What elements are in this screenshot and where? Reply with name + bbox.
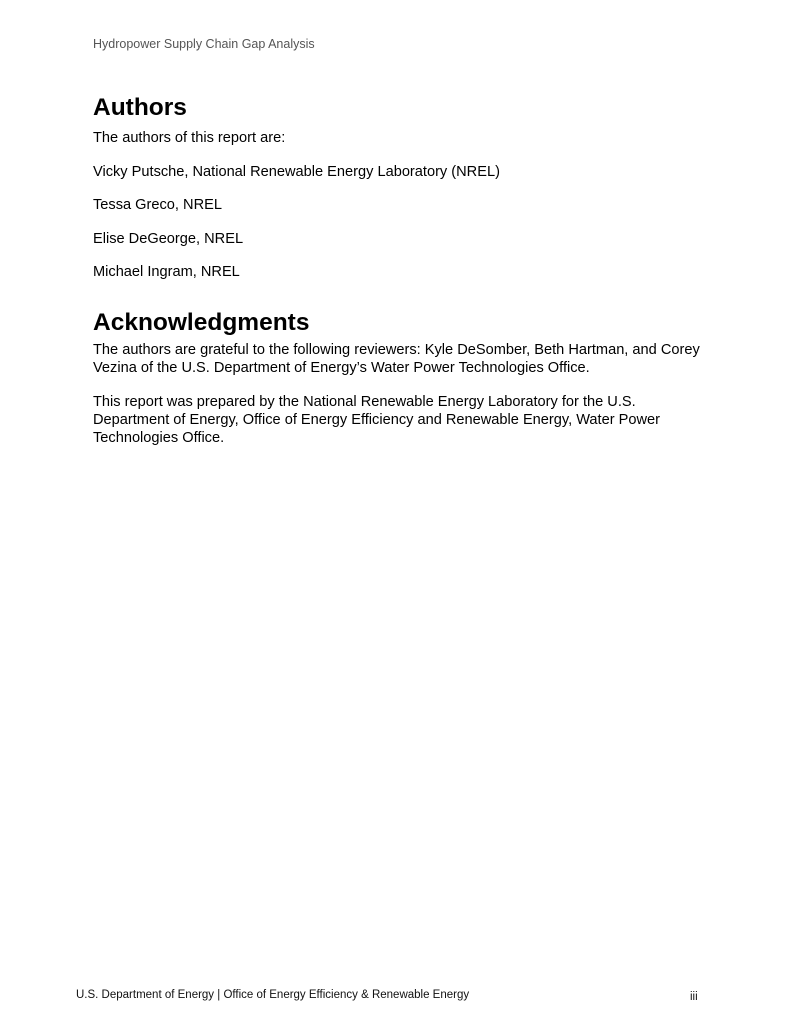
footer-organization: U.S. Department of Energy | Office of Energy Efficiency & Renewable Energy <box>76 989 470 1001</box>
page-content <box>93 93 703 447</box>
authors-heading: Authors <box>93 94 187 121</box>
author-item: Michael Ingram, NREL <box>93 264 240 280</box>
authors-section <box>93 93 703 281</box>
author-item: Elise DeGeorge, NREL <box>93 230 244 247</box>
authors-intro: The authors of this report are: <box>93 130 286 146</box>
author-item: Vicky Putsche, National Renewable Energy Laboratory (NREL) <box>93 163 500 180</box>
acknowledgments-heading: Acknowledgments <box>93 309 310 336</box>
page-number: iii <box>690 991 698 1003</box>
acknowledgments-paragraph: The authors are grateful to the following reviewers: Kyle DeSomber, Beth Hartman, and Corey Vezina of the U.S. Department of Energy’s Water Power Technologies Office. <box>93 342 700 376</box>
acknowledgments-section <box>93 308 703 447</box>
running-header: Hydropower Supply Chain Gap Analysis <box>93 37 315 51</box>
author-item: Tessa Greco, NREL <box>93 197 222 213</box>
acknowledgments-paragraph: This report was prepared by the National Renewable Energy Laboratory for the U.S. Department of Energy, Office of Energy Efficiency and Renewable Energy, Water Power Technologies Office. <box>93 393 661 446</box>
